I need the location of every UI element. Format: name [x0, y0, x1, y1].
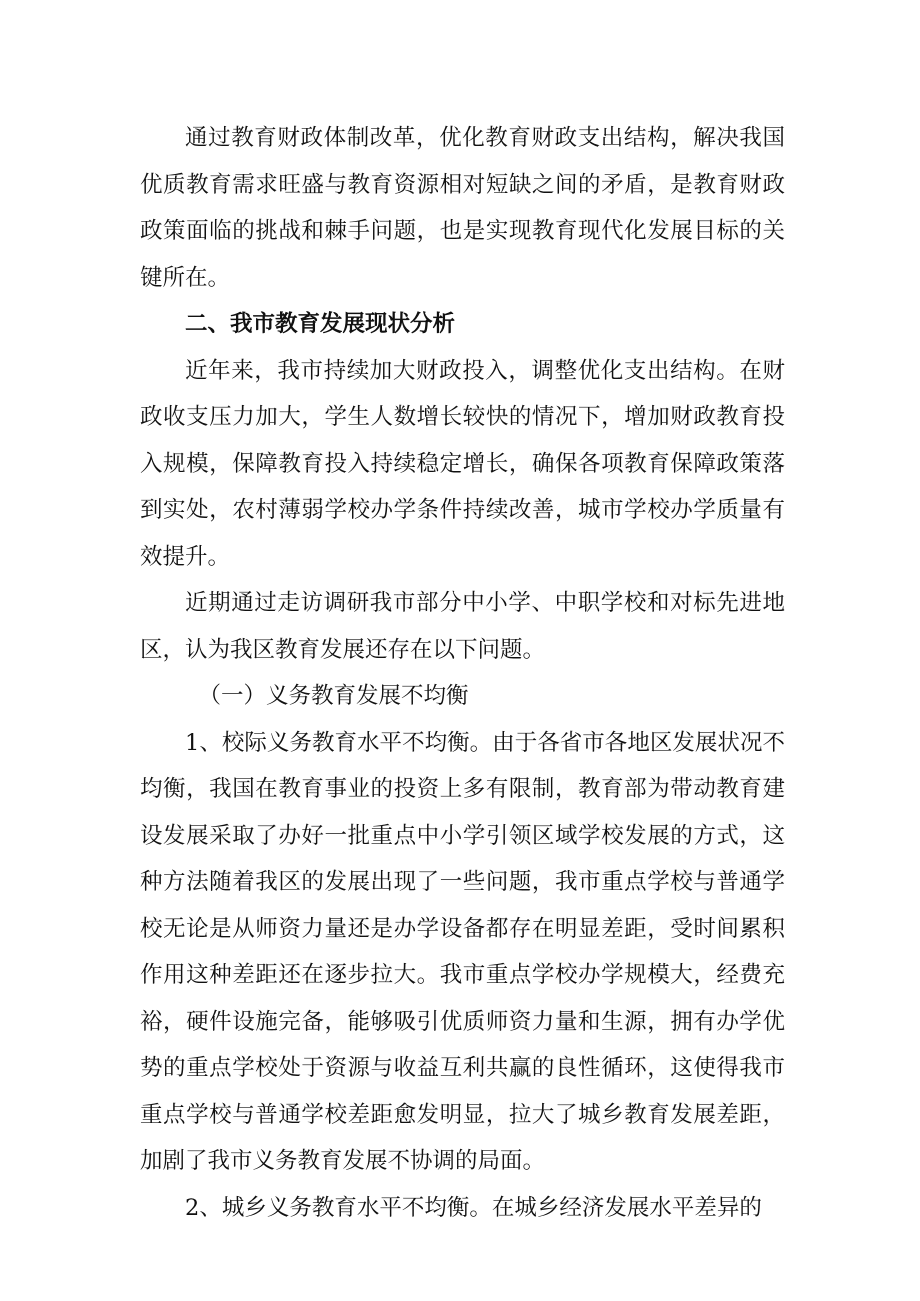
paragraph-intro: 通过教育财政体制改革，优化教育财政支出结构，解决我国优质教育需求旺盛与教育资源相对短缺之间的矛盾，是教育财政政策面临的挑战和棘手问题，也是实现教育现代化发展目标的关键所在。 [140, 125, 785, 291]
paragraph-item-1: 1、校际义务教育水平不均衡。由于各省市各地区发展状况不均衡，我国在教育事业的投资上多有限制，教育部为带动教育建设发展采取了办好一批重点中小学引领区域学校发展的方式，这种方法随着我区的发展出现了一些问题，我市重点学校与普通学校无论是从师资力量还是办学设备都存在明显差距，受时间累积作用这种差距还在逐步拉大。我市重点学校办学规模大，经费充裕，硬件设施完备，能够吸引优质师资力量和生源，拥有办学优势的重点学校处于资源与收益互利共赢的良性循环，这使得我市重点学校与普通学校差距愈发明显，拉大了城乡教育发展差距，加剧了我市义务教育发展不协调的局面。 [140, 729, 785, 1174]
document-body [140, 115, 785, 1231]
paragraph-item-2: 2、城乡义务教育水平不均衡。在城乡经济发展水平差异的 [185, 1194, 762, 1221]
paragraph-current-status: 近年来，我市持续加大财政投入，调整优化支出结构。在财政收支压力加大，学生人数增长较快的情况下，增加财政教育投入规模，保障教育投入持续稳定增长，确保各项教育保障政策落到实处，农村薄弱学校办学条件持续改善，城市学校办学质量有效提升。 [140, 357, 785, 570]
subsection-heading: （一）义务教育发展不均衡 [198, 683, 469, 709]
paragraph-survey: 近期通过走访调研我市部分中小学、中职学校和对标先进地区，认为我区教育发展还存在以下问题。 [140, 590, 785, 663]
section-heading: 二、我市教育发展现状分析 [185, 311, 456, 337]
